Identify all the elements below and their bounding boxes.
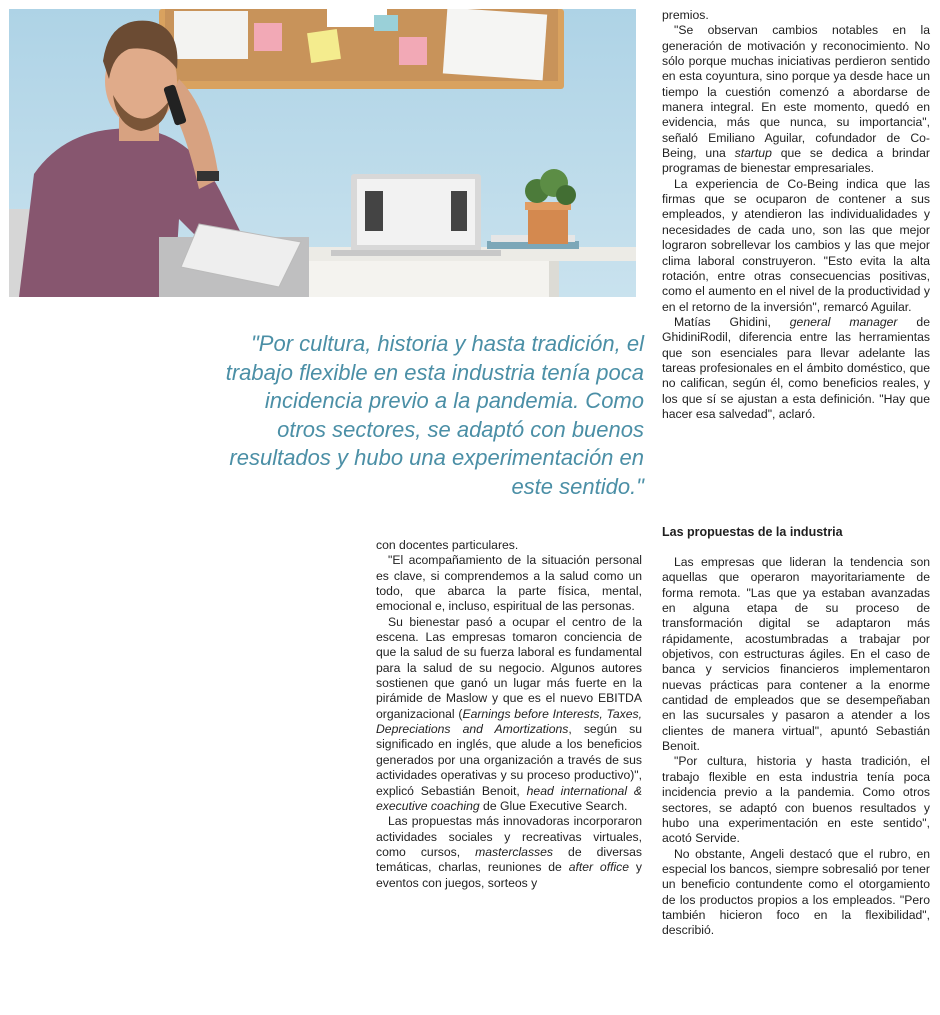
article-column-right-bottom [662, 525, 930, 939]
paragraph: Matías Ghidini, general manager de GhidiniRodil, diferencia entre las herramientas que son esenciales para llevar adelante las tareas profesionales en el ámbito doméstico, que no califican, según él, como beneficios reales, y los que sí se ajustan a esta definición. "Hay que hacer esa salvedad", aclaró. [662, 314, 930, 421]
paragraph: Su bienestar pasó a ocupar el centro de la escena. Las empresas tomaron conciencia de que la salud de su fuerza laboral es fundamental para la salud de su negocio. Algunos autores sostienen que ganó un lugar más fuerte en la pirámide de Maslow y que es el nuevo EBITDA organizacional (Earnings before Interests, Taxes, Depreciations and Amortizations, según su significado en inglés, que alude a los beneficios generados por una organización a través de sus actividades operativas y su proceso productivo)", explicó Sebastián Benoit, head international & executive coaching de Glue Executive Search. [376, 614, 643, 813]
paragraph: "Por cultura, historia y hasta tradición, el trabajo flexible en esta industria tenía poca incidencia previo a la pandemia. Como otros sectores, se adaptó con buenos resultados y hubo una experimentación en este sentido", acotó Servide. [662, 754, 930, 846]
office-worker-photo [9, 9, 636, 297]
paragraph: No obstante, Angeli destacó que el rubro, en especial los bancos, siempre sobresalió por tener un beneficio contundente como el otorgamiento de los productos propios a los empleados. "Pero también hicieron foco en la flexibilidad", describió. [662, 846, 930, 938]
article-photo [9, 9, 636, 297]
paragraph: Las propuestas más innovadoras incorporaron actividades sociales y recreativas virtuales, como cursos, masterclasses de diversas temáticas, charlas, reuniones de after office y eventos con juegos, sorteos y [376, 814, 643, 890]
pull-quote: "Por cultura, historia y hasta tradición, el trabajo flexible en esta industria tenía poca incidencia previo a la pandemia. Como otros sectores, se adaptó con buenos resultados y hubo una experimentación en este sentido." [225, 331, 644, 499]
paragraph: con docentes particulares. [376, 538, 519, 552]
article-column-middle [376, 538, 642, 891]
paragraph: premios. [662, 8, 709, 22]
paragraph: "El acompañamiento de la situación personal es clave, si comprendemos a la salud como un todo, que abarca la parte física, mental, emocional e, incluso, espiritual de las personas. [376, 553, 642, 614]
paragraph: Las empresas que lideran la tendencia son aquellas que operaron mayoritariamente de forma remota. "Las que ya estaban avanzadas en alguna etapa de su proceso de transformación digital se adaptaron más rápidamente, acostumbradas a trabajar por objetivos, con estructuras ágiles. En el caso de banca y servicios financieros implementaron nuevas prácticas para contener a la enorme cantidad de empleados que se desempeñaban en las sucursales y pasaron a atender a los clientes de manera virtual", apuntó Sebastián Benoit. [662, 555, 930, 754]
article-column-right-top [662, 8, 930, 422]
paragraph: La experiencia de Co-Being indica que las firmas que se ocuparon de contener a sus empleados, y atendieron las individualidades y necesidades de cada uno, son las que mejor lograron sobrellevar los cambios y las que mejor clima laboral construyeron. "Esto evita la alta rotación, entre otras consecuencias positivas, como el aumento en el nivel de la productividad y en el retorno de la inversión", remarcó Aguilar. [662, 176, 930, 314]
paragraph: "Se observan cambios notables en la generación de motivación y reconocimiento. No sólo porque muchas iniciativas perdieron sentido en esta coyuntura, sino porque ya desde hace un tiempo la cuestión comenzó a abordarse de manera integral. En este momento, quedó en evidencia, más que nunca, su importancia", señaló Emiliano Aguilar, cofundador de Co-Being, una startup que se dedica a brindar programas de bienestar empresariales. [662, 23, 930, 176]
section-heading: Las propuestas de la industria [662, 525, 843, 539]
